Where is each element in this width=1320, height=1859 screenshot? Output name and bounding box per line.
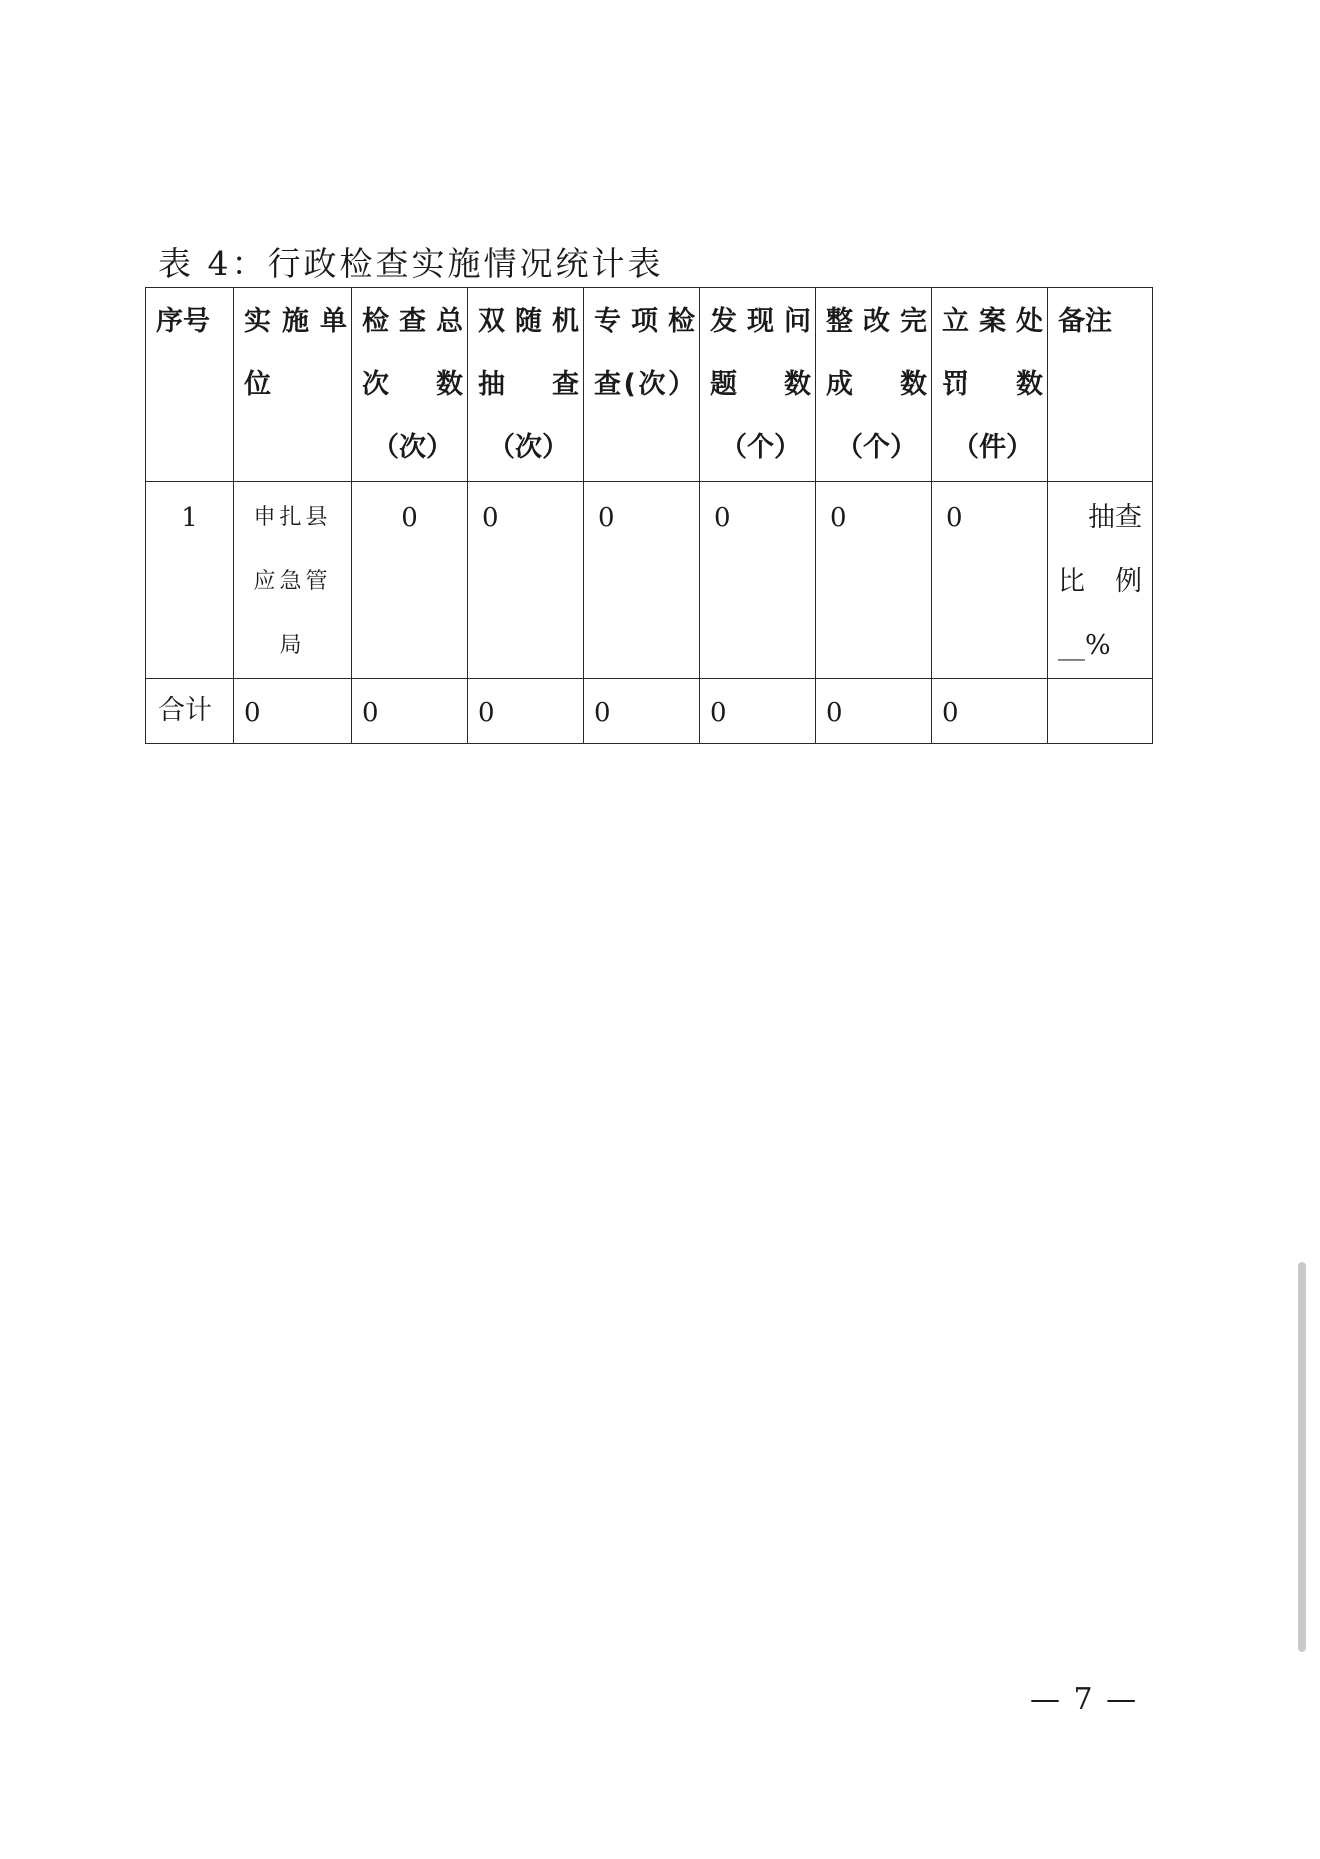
total-value-total-inspections: 0 [352, 679, 468, 744]
row-value-rectified: 0 [816, 482, 932, 679]
row-unit-name: 申扎县 应急管 局 [234, 482, 352, 679]
total-value-problems-found: 0 [700, 679, 816, 744]
header-cell-unit: 实施单 位 [234, 288, 352, 482]
header-cell-total-inspections: 检查总 次 数 （次） [352, 288, 468, 482]
total-row [146, 679, 1153, 744]
header-cell-rectified: 整改完 成 数 （个） [816, 288, 932, 482]
total-value-random-inspections: 0 [468, 679, 584, 744]
header-cell-special-inspections: 专项检 查(次） [584, 288, 700, 482]
header-cell-penalties: 立案处 罚 数 （件） [932, 288, 1048, 482]
total-value-rectified: 0 [816, 679, 932, 744]
header-cell-problems-found: 发现问 题 数 （个） [700, 288, 816, 482]
row-index: 1 [146, 482, 234, 679]
table-caption: 表 4：行政检查实施情况统计表 [158, 244, 664, 283]
row-value-penalties: 0 [932, 482, 1048, 679]
row-remarks: 抽查 比 例 __% [1048, 482, 1153, 679]
row-value-problems-found: 0 [700, 482, 816, 679]
row-value-special-inspections: 0 [584, 482, 700, 679]
row-value-random-inspections: 0 [468, 482, 584, 679]
header-cell-random-inspections: 双随机 抽 查 （次） [468, 288, 584, 482]
page-number: — 7 — [1030, 1682, 1139, 1717]
total-remarks [1048, 679, 1153, 744]
inspection-stats-table [145, 287, 1153, 744]
total-label: 合计 [146, 679, 234, 744]
total-value-special-inspections: 0 [584, 679, 700, 744]
total-value-unit: 0 [234, 679, 352, 744]
header-cell-remarks: 备注 [1048, 288, 1153, 482]
total-value-penalties: 0 [932, 679, 1048, 744]
table-row [146, 482, 1153, 679]
row-value-total-inspections: 0 [352, 482, 468, 679]
header-cell-index: 序号 [146, 288, 234, 482]
header-row [146, 288, 1153, 482]
scrollbar-thumb[interactable] [1298, 1262, 1306, 1652]
